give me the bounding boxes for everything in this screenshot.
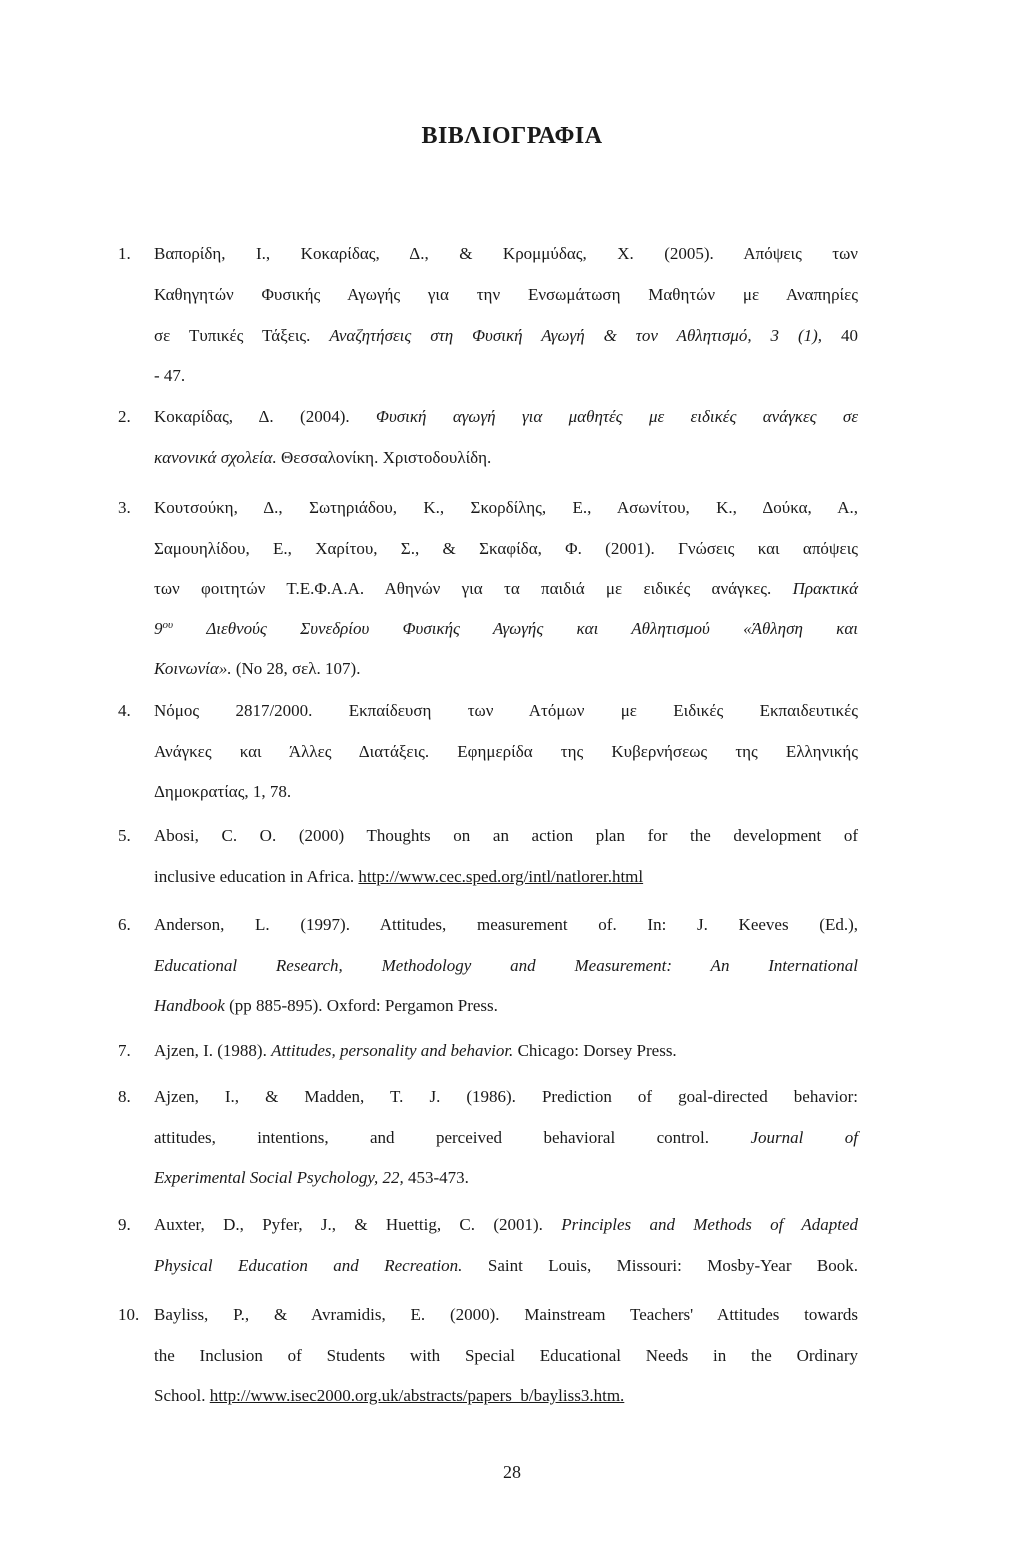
reference-line: κανονικά σχολεία. Θεσσαλονίκη. Χριστοδουλίδη. (154, 448, 492, 467)
reference-number: 6. (118, 915, 131, 934)
reference-line: Κοκαρίδας, Δ. (2004). Φυσική αγωγή για μαθητές με ειδικές ανάγκες σε (154, 407, 859, 426)
reference-line: - 47. (154, 366, 186, 385)
page-title: ΒΙΒΛΙΟΓΡΑΦΙΑ (421, 123, 603, 149)
page-number: 28 (503, 1462, 521, 1482)
reference-line: Experimental Social Psychology, 22, 453-473. (154, 1168, 469, 1187)
reference-line: Νόμος 2817/2000. Εκπαίδευση των Ατόμων με Ειδικές Εκπαιδευτικές (154, 701, 858, 720)
reference-line: Physical Education and Recreation. Saint Louis, Missouri: Mosby-Year Book. (154, 1256, 858, 1275)
reference-number: 3. (118, 498, 131, 517)
reference-line: $9^{o\upsilon}$ Διεθνούς Συνεδρίου Φυσικής Αγωγής και Αθλητισμού «Άθληση και (154, 619, 858, 638)
reference-line: School. http://www.isec2000.org.uk/abstracts/papers_b/bayliss3.htm. (154, 1386, 625, 1405)
reference-line: Σαμουηλίδου, Ε., Χαρίτου, Σ., & Σκαφίδα, Φ. (2001). Γνώσεις και απόψεις (154, 539, 858, 558)
reference-line: Κοινωνία». (Νο 28, σελ. 107). (154, 659, 361, 678)
reference-line: Ajzen, I. (1988). Attitudes, personality and behavior. Chicago: Dorsey Press. (154, 1041, 677, 1060)
reference-number: 2. (118, 407, 131, 426)
reference-line: Βαπορίδη, Ι., Κοκαρίδας, Δ., & Κρομμύδας, Χ. (2005). Απόψεις των (154, 244, 858, 263)
reference-line: Abosi, C. O. (2000) Thoughts on an action plan for the development of (154, 826, 858, 845)
reference-number: 9. (118, 1215, 131, 1234)
reference-line: Ανάγκες και Άλλες Διατάξεις. Εφημερίδα της Κυβερνήσεως της Ελληνικής (154, 742, 858, 761)
reference-line: attitudes, intentions, and perceived behavioral control. Journal of (154, 1128, 859, 1147)
reference-number: 1. (118, 244, 131, 263)
reference-line: Anderson, L. (1997). Attitudes, measurement of. In: J. Keeves (Ed.), (154, 915, 858, 934)
reference-line: Educational Research, Methodology and Measurement: An International (154, 956, 858, 975)
reference-number: 8. (118, 1087, 131, 1106)
reference-line: Δημοκρατίας, 1, 78. (154, 782, 292, 801)
reference-line: των φοιτητών Τ.Ε.Φ.Α.Α. Αθηνών για τα παιδιά με ειδικές ανάγκες. Πρακτικά (154, 579, 859, 598)
reference-link[interactable]: http://www.cec.sped.org/intl/natlorer.html (358, 867, 644, 886)
reference-number: 4. (118, 701, 131, 720)
reference-number: 10. (118, 1305, 140, 1324)
reference-number: 7. (118, 1041, 131, 1060)
reference-line: Bayliss, P., & Avramidis, E. (2000). Mainstream Teachers' Attitudes towards (154, 1305, 858, 1324)
reference-line: Auxter, D., Pyfer, J., & Huettig, C. (2001). Principles and Methods of Adapted (154, 1215, 859, 1234)
reference-line: σε Τυπικές Τάξεις. Αναζητήσεις στη Φυσική Αγωγή & τον Αθλητισμό, 3 (1), 40 (154, 326, 859, 345)
reference-link[interactable]: http://www.isec2000.org.uk/abstracts/papers_b/bayliss3.htm. (209, 1386, 625, 1405)
reference-line: Ajzen, I., & Madden, T. J. (1986). Prediction of goal-directed behavior: (154, 1087, 858, 1106)
reference-line: Κουτσούκη, Δ., Σωτηριάδου, Κ., Σκορδίλης, Ε., Ασωνίτου, Κ., Δούκα, Α., (154, 498, 858, 517)
reference-line: the Inclusion of Students with Special Educational Needs in the Ordinary (154, 1346, 858, 1365)
reference-number: 5. (118, 826, 131, 845)
reference-line: Καθηγητών Φυσικής Αγωγής για την Ενσωμάτωση Μαθητών με Αναπηρίες (154, 285, 858, 304)
reference-line: inclusive education in Africa. http://www.cec.sped.org/intl/natlorer.html (154, 867, 644, 886)
reference-line: Handbook (pp 885-895). Oxford: Pergamon Press. (154, 996, 498, 1015)
